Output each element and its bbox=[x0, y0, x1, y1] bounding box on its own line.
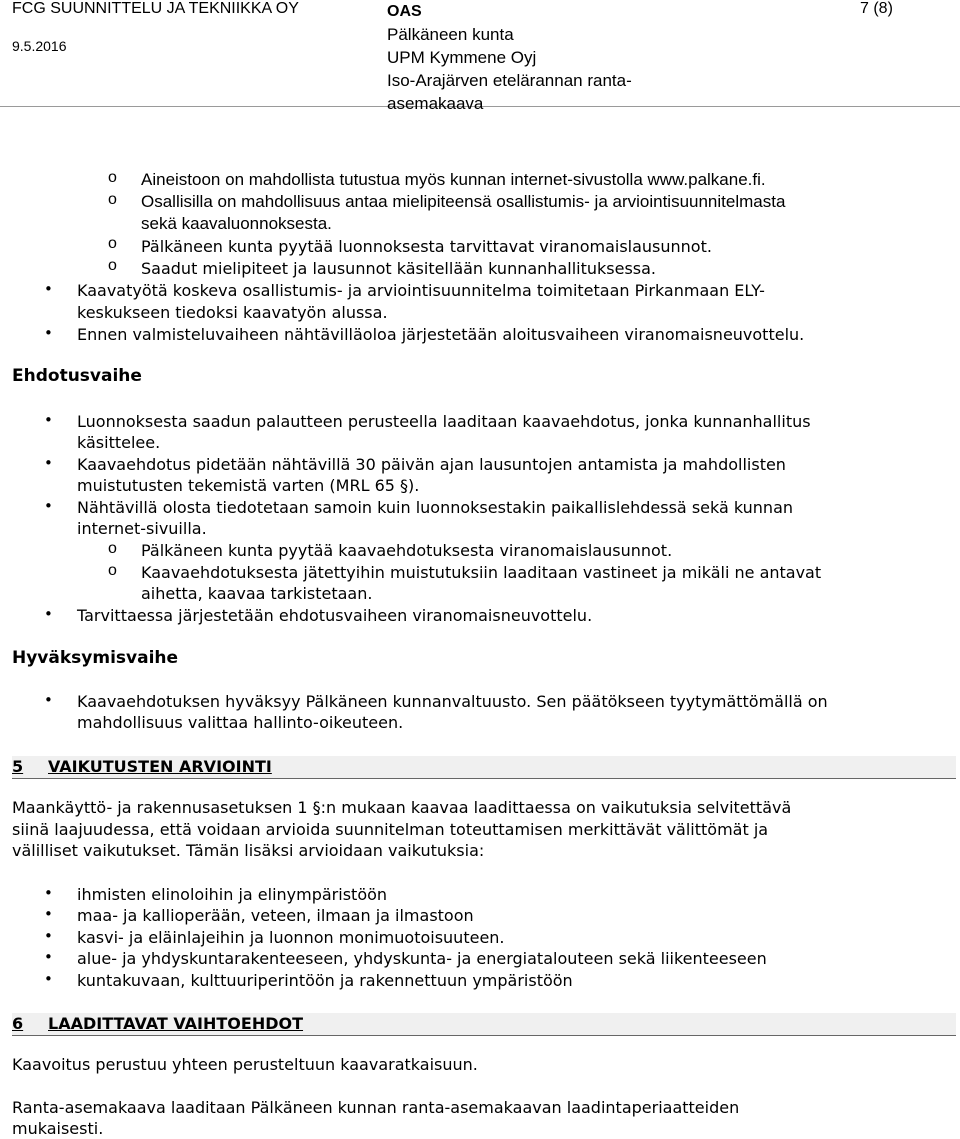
list-item-cont: muistutusten tekemistä varten (MRL 65 §). bbox=[77, 476, 420, 495]
municipality: Pälkäneen kunta bbox=[387, 25, 514, 44]
list-item: Nähtävillä olosta tiedotetaan samoin kuin luonnoksestakin paikallislehdessä sekä kunnan bbox=[77, 498, 794, 517]
list-item: Pälkäneen kunta pyytää kaavaehdotuksesta viranomaislausunnot. bbox=[141, 541, 673, 560]
bullet-icon: • bbox=[44, 691, 53, 709]
list-item: kuntakuvaan, kulttuuriperintöön ja rakennettuun ympäristöön bbox=[77, 971, 573, 990]
page-number: 7 (8) bbox=[860, 0, 893, 17]
plan-name-line2: asemakaava bbox=[387, 94, 484, 113]
list-item: Osallisilla on mahdollisuus antaa mielipiteensä osallistumis- ja arviointisuunnitelmasta bbox=[141, 192, 786, 211]
list-item-cont: sekä kaavaluonnoksesta. bbox=[141, 214, 332, 233]
section-number: 5 bbox=[12, 757, 24, 776]
bullet-icon: • bbox=[44, 605, 53, 623]
list-item: ihmisten elinoloihin ja elinympäristöön bbox=[77, 885, 388, 904]
sub-bullet-icon: o bbox=[108, 235, 117, 252]
bullet-icon: • bbox=[44, 884, 53, 902]
section-title: LAADITTAVAT VAIHTOEHDOT bbox=[48, 1014, 304, 1033]
plan-name-line1: Iso-Arajärven etelärannan ranta- bbox=[387, 71, 632, 90]
document-type: OAS bbox=[387, 3, 422, 20]
section-number: 6 bbox=[12, 1014, 24, 1033]
paragraph-line: Kaavoitus perustuu yhteen perusteltuun kaavaratkaisuun. bbox=[12, 1055, 478, 1074]
list-item-cont: internet-sivuilla. bbox=[77, 519, 207, 538]
bullet-icon: • bbox=[44, 948, 53, 966]
phase-title-ehdotus: Ehdotusvaihe bbox=[12, 366, 142, 386]
bullet-icon: • bbox=[44, 905, 53, 923]
list-item-cont: keskukseen tiedoksi kaavatyön alussa. bbox=[77, 303, 388, 322]
bullet-icon: • bbox=[44, 970, 53, 988]
paragraph-line: Maankäyttö- ja rakennusasetuksen 1 §:n mukaan kaavaa laadittaessa on vaikutuksia selvitettävä bbox=[12, 798, 792, 817]
document-info bbox=[387, 0, 632, 115]
bullet-icon: • bbox=[44, 497, 53, 515]
list-item-cont: aihetta, kaavaa tarkistetaan. bbox=[141, 584, 373, 603]
bullet-icon: • bbox=[44, 280, 53, 298]
list-item-cont: käsittelee. bbox=[77, 433, 161, 452]
sub-bullet-icon: o bbox=[108, 562, 117, 579]
paragraph-line: siinä laajuudessa, että voidaan arvioida suunnitelman toteuttamisen merkittävät välittömät ja bbox=[12, 820, 769, 839]
sub-bullet-icon: o bbox=[108, 540, 117, 557]
list-item: Pälkäneen kunta pyytää luonnoksesta tarvittavat viranomaislausunnot. bbox=[141, 237, 712, 256]
list-item: Kaavaehdotuksen hyväksyy Pälkäneen kunnanvaltuusto. Sen päätökseen tyytymättömällä on bbox=[77, 692, 828, 711]
list-item: maa- ja kallioperään, veteen, ilmaan ja ilmastoon bbox=[77, 906, 474, 925]
paragraph-line: Ranta-asemakaava laaditaan Pälkäneen kunnan ranta-asemakaavan laadintaperiaatteiden bbox=[12, 1098, 740, 1117]
list-item: alue- ja yhdyskuntarakenteeseen, yhdyskunta- ja energiatalouteen sekä liikenteeseen bbox=[77, 949, 767, 968]
bullet-icon: • bbox=[44, 324, 53, 342]
list-item: Kaavaehdotuksesta jätettyihin muistutuksiin laaditaan vastineet ja mikäli ne antavat bbox=[141, 563, 822, 582]
document-date: 9.5.2016 bbox=[12, 38, 67, 54]
list-item: kasvi- ja eläinlajeihin ja luonnon monimuotoisuuteen. bbox=[77, 928, 505, 947]
company-name: FCG SUUNNITTELU JA TEKNIIKKA OY bbox=[12, 0, 299, 17]
phase-title-hyvaksymis: Hyväksymisvaihe bbox=[12, 648, 179, 668]
list-item-cont: mahdollisuus valittaa hallinto-oikeuteen. bbox=[77, 713, 404, 732]
list-item: Aineistoon on mahdollista tutustua myös kunnan internet-sivustolla www.palkane.fi. bbox=[141, 170, 766, 189]
list-item: Kaavatyötä koskeva osallistumis- ja arviointisuunnitelma toimitetaan Pirkanmaan ELY- bbox=[77, 281, 765, 300]
list-item: Kaavaehdotus pidetään nähtävillä 30 päivän ajan lausuntojen antamista ja mahdollisten bbox=[77, 455, 786, 474]
bullet-icon: • bbox=[44, 927, 53, 945]
sub-bullet-icon: o bbox=[108, 191, 117, 208]
list-item: Luonnoksesta saadun palautteen perusteella laaditaan kaavaehdotus, jonka kunnanhallitus bbox=[77, 412, 811, 431]
list-item: Saadut mielipiteet ja lausunnot käsitellään kunnanhallituksessa. bbox=[141, 259, 656, 278]
sub-bullet-icon: o bbox=[108, 257, 117, 274]
sub-bullet-icon: o bbox=[108, 169, 117, 186]
list-item: Ennen valmisteluvaiheen nähtävilläoloa järjestetään aloitusvaiheen viranomaisneuvottelu. bbox=[77, 325, 805, 344]
section-title: VAIKUTUSTEN ARVIOINTI bbox=[48, 757, 272, 776]
list-item: Tarvittaessa järjestetään ehdotusvaiheen viranomaisneuvottelu. bbox=[77, 606, 593, 625]
client-name: UPM Kymmene Oyj bbox=[387, 48, 537, 67]
paragraph-line: välilliset vaikutukset. Tämän lisäksi arvioidaan vaikutuksia: bbox=[12, 841, 485, 860]
bullet-icon: • bbox=[44, 454, 53, 472]
section-heading-5 bbox=[12, 756, 956, 779]
paragraph-line: mukaisesti. bbox=[12, 1119, 104, 1138]
bullet-icon: • bbox=[44, 411, 53, 429]
page-header bbox=[0, 0, 960, 113]
section-heading-6 bbox=[12, 1013, 956, 1036]
